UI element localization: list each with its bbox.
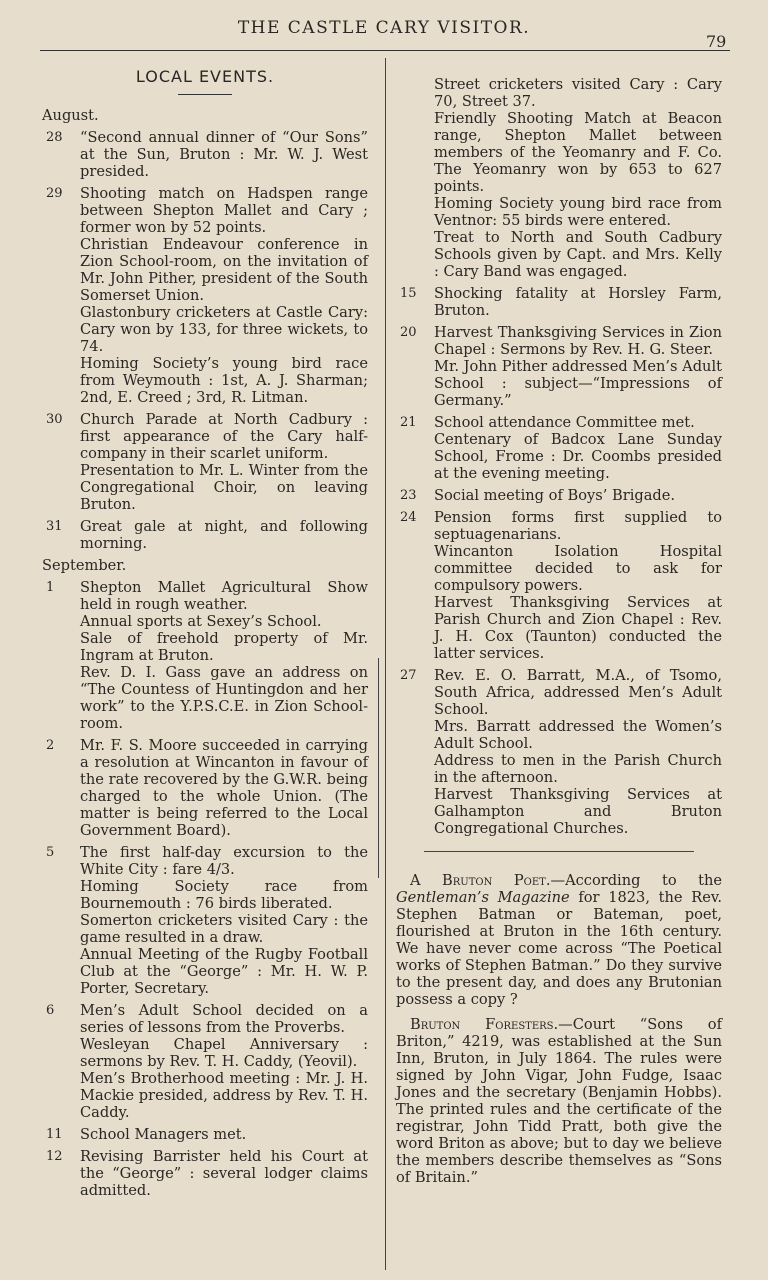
- event-day: 20: [400, 325, 417, 340]
- event-day: 24: [400, 510, 417, 525]
- event-text: Men’s Brotherhood meeting : Mr. J. H. Mackie presided, address by Rev. T. H. Caddy.: [80, 1070, 368, 1121]
- event-text: Annual Meeting of the Rugby Football Club at the “George” : Mr. H. W. P. Porter, Secretary.: [80, 946, 368, 997]
- event-entry: [42, 579, 368, 732]
- event-text: Harvest Thanksgiving Services in Zion Chapel : Sermons by Rev. H. G. Steer.: [434, 324, 722, 358]
- event-day: 28: [46, 130, 63, 145]
- event-text: The first half-day excursion to the White City : fare 4/3.: [80, 844, 368, 878]
- event-day: 15: [400, 286, 417, 301]
- event-text: School Managers met.: [80, 1126, 247, 1143]
- event-entry: [42, 844, 368, 997]
- running-header: THE CASTLE CARY VISITOR.: [237, 18, 531, 38]
- right-column: [396, 76, 722, 1194]
- page-number: 79: [706, 32, 727, 51]
- event-entry: [42, 185, 368, 406]
- event-text: Harvest Thanksgiving Services at Galhampton and Bruton Congregational Churches.: [434, 786, 722, 837]
- column-divider: [385, 58, 386, 1270]
- header-rule: [40, 50, 730, 51]
- event-day: 27: [400, 668, 417, 683]
- event-text: Wesleyan Chapel Anniversary : sermons by Rev. T. H. Caddy, (Yeovil).: [80, 1036, 368, 1070]
- event-text: Shocking fatality at Horsley Farm, Bruton.: [434, 285, 722, 319]
- event-day: 5: [46, 845, 55, 860]
- event-text: Friendly Shooting Match at Beacon range, Shepton Mallet between members of the Yeomanry and F. Co. The Yeomanry won by 653 to 627 points.: [434, 110, 722, 195]
- event-text: Homing Society young bird race from Ventnor: 55 birds were entered.: [434, 195, 722, 229]
- event-text: School attendance Committee met.: [434, 414, 695, 431]
- event-entry: [42, 129, 368, 180]
- event-text: Wincanton Isolation Hospital committee decided to ask for compulsory powers.: [434, 543, 722, 594]
- event-text: Somerton cricketers visited Cary : the game resulted in a draw.: [80, 912, 368, 946]
- event-entry: [396, 667, 722, 837]
- event-day: 6: [46, 1003, 55, 1018]
- event-text: Centenary of Badcox Lane Sunday School, Frome : Dr. Coombs presided at the evening meeting.: [434, 431, 722, 482]
- left-column: [42, 64, 368, 1204]
- month-label-september: September.: [42, 557, 127, 574]
- event-text: Glastonbury cricketers at Castle Cary: Cary won by 133, for three wickets, to 74.: [80, 304, 368, 355]
- event-text: Rev. E. O. Barratt, M.A., of Tsomo, South Africa, addressed Men’s Adult School.: [434, 667, 722, 718]
- event-entry: [396, 487, 722, 504]
- event-day: 2: [46, 738, 55, 753]
- section-title: LOCAL EVENTS.: [135, 67, 275, 86]
- event-entry: [42, 518, 368, 552]
- event-day: 21: [400, 415, 417, 430]
- event-text: Treat to North and South Cadbury Schools given by Capt. and Mrs. Kelly : Cary Band was engaged.: [434, 229, 722, 280]
- event-text: Social meeting of Boys’ Brigade.: [434, 487, 676, 504]
- event-text: Mrs. Barratt addressed the Women’s Adult School.: [434, 718, 722, 752]
- article-bruton-foresters: [396, 1016, 722, 1186]
- event-text: Great gale at night, and following morning.: [80, 518, 368, 552]
- event-text: Men’s Adult School decided on a series of lessons from the Proverbs.: [80, 1002, 368, 1036]
- event-day: 30: [46, 412, 63, 427]
- article-magazine-title: Gentleman’s Magazine: [396, 889, 570, 906]
- event-day: 23: [400, 488, 417, 503]
- article-text: —Court “Sons of Briton,” 4219, was established at the Sun Inn, Bruton, in July 1864. The rules were signed by John Vigar, John Fudge, Isaac Jones and the secretary (Benjamin Hobbs). The printed rules and the certificate of the registrar, John Tidd Pratt, both give the word Briton as above; but to day we believe the members describe themselves as “Sons of Britain.”: [396, 1016, 722, 1186]
- article-heading: Bruton Foresters.: [410, 1016, 559, 1033]
- event-day: 11: [46, 1127, 63, 1142]
- event-text: Annual sports at Sexey’s School.: [80, 613, 322, 630]
- event-text: Homing Society race from Bournemouth : 76 birds liberated.: [80, 878, 368, 912]
- event-day: 1: [46, 580, 55, 595]
- column-divider-inner: [378, 658, 379, 878]
- event-entry: [396, 414, 722, 482]
- event-text: Street cricketers visited Cary : Cary 70, Street 37.: [434, 76, 722, 110]
- event-entry: [396, 509, 722, 662]
- event-entry: [396, 285, 722, 319]
- event-entry: [42, 1002, 368, 1121]
- event-text: Church Parade at North Cadbury : first appearance of the Cary half-company in their scarlet uniform.: [80, 411, 368, 462]
- event-entry: [42, 737, 368, 839]
- event-text: “Second annual dinner of “Our Sons” at the Sun, Bruton : Mr. W. J. West presided.: [80, 129, 368, 180]
- event-text: Christian Endeavour conference in Zion School-room, on the invitation of Mr. John Pither, president of the South Somerset Union.: [80, 236, 368, 304]
- title-rule: [178, 94, 232, 95]
- event-text: Mr. F. S. Moore succeeded in carrying a resolution at Wincanton in favour of the rate recovered by the G.W.R. being charged to the whole Union. (The matter is being referred to the Local Government Board).: [80, 737, 368, 839]
- event-entry: [42, 411, 368, 513]
- event-entry: [42, 1126, 368, 1143]
- event-text: Homing Society’s young bird race from Weymouth : 1st, A. J. Sharman; 2nd, E. Creed ; 3rd, R. Litman.: [80, 355, 368, 406]
- event-text: Shepton Mallet Agricultural Show held in rough weather.: [80, 579, 368, 613]
- event-text: Presentation to Mr. L. Winter from the Congregational Choir, on leaving Bruton.: [80, 462, 368, 513]
- article-text: —According to the: [550, 872, 723, 889]
- event-text: Revising Barrister held his Court at the “George” : several lodger claims admitted.: [80, 1148, 368, 1199]
- event-text: Address to men in the Parish Church in the afternoon.: [434, 752, 722, 786]
- article-bruton-poet: [396, 872, 722, 1008]
- event-text: Mr. John Pither addressed Men’s Adult School : subject—“Impressions of Germany.”: [434, 358, 722, 409]
- event-day: 12: [46, 1149, 63, 1164]
- event-day: 31: [46, 519, 63, 534]
- event-text: Pension forms first supplied to septuagenarians.: [434, 509, 722, 543]
- article-text: for 1823, the Rev. Stephen Batman or Bateman, poet, flourished at Bruton in the 16th century. We have never come across “The Poetical works of Stephen Batman.” Do they survive to the present day, and does any Brutonian possess a copy ?: [396, 889, 722, 1008]
- article-heading: A Bruton Poet.: [410, 872, 551, 889]
- section-rule: [424, 851, 694, 852]
- event-text: Harvest Thanksgiving Services at Parish Church and Zion Chapel : Rev. J. H. Cox (Taunton) conducted the latter services.: [434, 594, 722, 662]
- event-entry: [42, 1148, 368, 1199]
- event-text: Sale of freehold property of Mr. Ingram at Bruton.: [80, 630, 368, 664]
- month-label-august: August.: [42, 107, 99, 124]
- event-text: Rev. D. I. Gass gave an address on “The Countess of Huntingdon and her work” to the Y.P.S.C.E. in Zion School-room.: [80, 664, 368, 732]
- event-day: 29: [46, 186, 63, 201]
- event-text: Shooting match on Hadspen range between Shepton Mallet and Cary ; former won by 52 points.: [80, 185, 368, 236]
- event-entry: [396, 324, 722, 409]
